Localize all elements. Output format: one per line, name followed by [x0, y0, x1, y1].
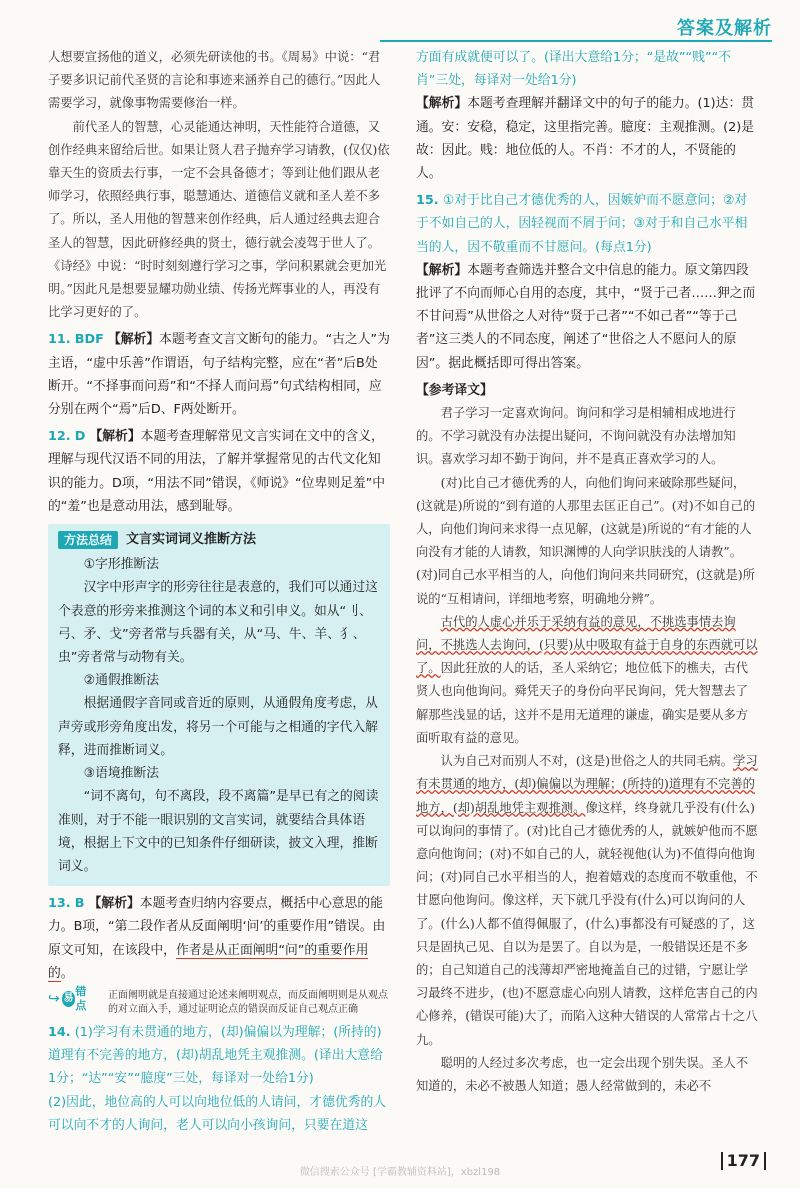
question-number: 12.: [48, 429, 71, 445]
translation-paragraph: 聪明的人经过多次考虑，也一定会出现个别失误。圣人不知道的，未必不被愚人知道；愚人经常做到的，未必不: [416, 1055, 749, 1093]
error-point-note: [48, 984, 390, 1017]
answer-text: (1)学习有未贯通的地方，(却)偏偏以为理解；(所持的)道理有不完善的地方，(却)胡乱地凭主观推测。(译出大意给1分；“达”“安”“臆度”三处，每译对一处给1分): [48, 1024, 383, 1087]
translation-text: 因此狂放的人的话，圣人采纳它；地位低下的樵夫，古代贤人也向他询问。舜凭天子的身份向平民询问，凭大智慧去了解那些浅显的话，这并不是用无道理的谦虚，确实是要从多方面听取有益的意见。: [416, 661, 749, 745]
method-badge: 方法总结: [58, 531, 118, 549]
analysis-tag: 【解析】: [416, 96, 468, 112]
right-column: [416, 46, 760, 1098]
analysis-text: 本题考查归纳内容要点，概括中心意思的能力。B项，“第二段作者从反面阐明‘问’的重要作用”错误。由原文可知，在该段中，: [48, 896, 386, 958]
method-subtitle: ②通假推断法: [83, 673, 160, 689]
method-subtitle: ①字形推断法: [83, 557, 160, 573]
question-number: 14.: [48, 1024, 71, 1040]
analysis-text: 本题考查理解常见文言实词在文中的含义，理解与现代汉语不同的用法，了解并掌握常见的古代文化知识的能力。D项，“用法不同”错误，《师说》“位卑则足羞”中的“羞”也是意动用法，感到耻辱。: [48, 429, 386, 514]
reference-translation-title: 【参考译文】: [416, 382, 493, 398]
footer-watermark: 微信搜索公众号 [学霸教辅资料站]，xbzl198: [299, 1167, 501, 1178]
analysis-tag: 【解析】: [88, 896, 140, 912]
error-point-word: 错点: [75, 984, 87, 1012]
question-number: 15.: [416, 193, 439, 209]
underlined-text: 古代的人虚心并乐于采纳有益的意见，不挑选事情去询问，不挑选人去询问，(只要)从中吸取有益于自身的东西就可以了。: [416, 614, 758, 676]
analysis-text: 本题考查筛选并整合文中信息的能力。原文第四段批评了不向而师心自用的态度，其中，“贤于己者……狎之而不甘问焉”从世俗之人对待“贤于己者”“不如己者”“等于己者”这三类人的不同态度，阐述了“世俗之人不愿问人的原因”。据此概括即可得出答案。: [416, 262, 756, 371]
answer-text: 方面有成就便可以了。(译出大意给1分；“是故”“贱”“不肖”三处，每译对一处给1分): [416, 50, 732, 89]
analysis-tag: 【解析】: [416, 262, 468, 278]
answer-key: D: [74, 429, 86, 445]
question-number: 11.: [48, 332, 71, 348]
answer-12: [48, 425, 390, 518]
answer-key: BDF: [74, 332, 104, 348]
underlined-text: 作者是从正面阐明“问”的重要作用的: [48, 942, 369, 981]
analysis-tag: 【解析】: [107, 332, 160, 348]
analysis-14: [416, 92, 760, 185]
left-column: [48, 46, 390, 1137]
answer-text: (2)因此，地位高的人可以向地位低的人请问，才德优秀的人可以向不才的人询问，老人可以向小孩询问，只要在道这: [48, 1094, 387, 1133]
header-title: 答案及解析: [677, 18, 772, 39]
answer-15: [416, 189, 760, 259]
translation-paragraph: 君子学习一定喜欢询问。询问和学习是相辅相成地进行的。不学习就没有办法提出疑问，不询问就没有办法增加知识。喜欢学习却不勤于询问，并不是真正喜欢学习的人。: [416, 406, 736, 467]
question-number: 13.: [48, 896, 71, 912]
translation-paragraph: [416, 611, 760, 750]
underlined-text: 学习有未贯通的地方，(却)偏偏以为理解；(所持的)道理有不完善的地方，(却)胡乱地凭主观推测。: [416, 754, 758, 815]
analysis-text: 。: [60, 965, 74, 981]
analysis-text: 本题考查理解并翻译文中的句子的能力。(1)达：贯通。安：安稳，稳定，这里指完善。臆度：主观推测。(2)是故：因此。贱：地位低的人。不肖：不才的人，不贤能的人。: [416, 96, 755, 182]
translation-paragraph: [416, 750, 760, 1052]
translation-paragraph: (对)比自己才德优秀的人，向他们询问来破除那些疑问，(这就是)所说的“到有道的人那里去匡正自己”。(对)不如自己的人，向他们询问来求得一点见解，(这就是)所说的“有才能的人向没有才能的人请教，知识渊博的人向学识肤浅的人请教”。(对)同自己水平相当的人，向他们询问来共同研究，(这就是)所说的“互相请问，详细地考察，明确地分辨”。: [416, 475, 756, 606]
analysis-15: [416, 259, 760, 375]
analysis-text: 本题考查文言文断句的能力。“古之人”为主语，“虚中乐善”作谓语，句子结构完整，应在“者”后B处断开。“不择事而问焉”和“不择人而问焉”句式结构相同，应分别在两个“焉”后D、F两处断开。: [48, 332, 390, 418]
method-text: “词不离句，句不离段，段不离篇”是早已有之的阅读准则，对于不能一眼识别的文言实词，就要结合具体语境，根据上下文中的已知条件仔细研读，披文入理，推断词义。: [58, 789, 379, 874]
answer-13: [48, 892, 390, 985]
analysis-tag: 【解析】: [89, 429, 141, 445]
answer-key: B: [74, 896, 85, 912]
translation-paragraph: 前代圣人的智慧，心灵能通达神明，天性能符合道德，又创作经典来留给后世。如果让贤人君子抛弃学习请教，(仅仅)依靠天生的资质去行事，一定不会具备德才；等到让他们跟从老师学习，依照经典行事，聪慧通达、道德信义就和圣人差不多了。所以，圣人用他的智慧来创作经典，后人通过经典去迎合圣人的智慧，因此研修经典的贤士，德行就会凌驾于世人了。《诗经》中说：“时时刻刻遵行学习之事，学问积累就会更加光明。”因此凡是想要显耀功勋业绩、传扬光辉事业的人，再没有比学习更好的了。: [48, 119, 390, 320]
error-point-badge: [48, 984, 94, 1012]
page-number: 177: [721, 1152, 766, 1170]
translation-text: 像这样，终身就几乎没有(什么)可以询问的事情了。(对)比自己才德优秀的人，就嫉妒他而不愿意向他询问；(对)不如自己的人，就轻视他(认为)不值得向他询问；(对)同自己水平相当的人，抱着嬉戏的态度而不敬重他，不甘愿向他询问。像这样，天下就几乎没有(什么)可以询问的人了。(什么)人都不值得佩服了，(什么)事都没有可疑惑的了，这只是固执己见、自以为是罢了。自以为是，一般错误还是不多的；自己知道自己的浅薄却严密地掩盖自己的过错，宁愿让学习最终不进步，(也)不愿意虚心向别人请教，这样危害自己的内心修养，(错误可能)大了，而陷入这种大错误的人常常占十之八九。: [416, 800, 758, 1047]
method-text: 根据通假字音同或音近的原则，从通假角度考虑，从声旁或形旁角度出发，将另一个可能与之相通的字代入解释，进而推断词义。: [58, 696, 378, 758]
translation-text: 认为自己对而别人不对，(这是)世俗之人的共同毛病。: [440, 754, 734, 769]
method-title: 文言实词词义推断方法: [126, 532, 257, 548]
answer-11: [48, 328, 390, 421]
error-point-icon: 易: [62, 991, 76, 1007]
method-header: [58, 528, 380, 551]
translation-paragraph: 人想要宣扬他的道义，必须先研读他的书。《周易》中说：“君子要多识记前代圣贤的言论和事迹来涵养自己的德行。”因此人需要学习，就像事物需要修治一样。: [48, 50, 381, 111]
header-rule: [380, 40, 772, 42]
answer-14: [48, 1021, 390, 1091]
method-summary-box: [48, 524, 390, 886]
method-subtitle: ③语境推断法: [83, 766, 160, 782]
arrow-icon: ↪: [48, 990, 60, 1007]
answer-text: ①对于比自己才德优秀的人，因嫉妒而不愿意问；②对于不如自己的人，因轻视而不屑于问；③对于和自己水平相当的人，因不敬重而不甘愿问。(每点1分): [416, 193, 748, 255]
error-point-text: 正面阐明就是直接通过论述来阐明观点，而反面阐明则是从观点的对立面入手，通过证明论点的错误而反证自己观点正确: [108, 989, 388, 1015]
method-text: 汉字中形声字的形旁往往是表意的，我们可以通过这个表意的形旁来推测这个词的本义和引申义。如从“刂、弓、矛、戈”旁者常与兵器有关，从“马、牛、羊、犭、虫”旁者常与动物有关。: [58, 580, 378, 666]
